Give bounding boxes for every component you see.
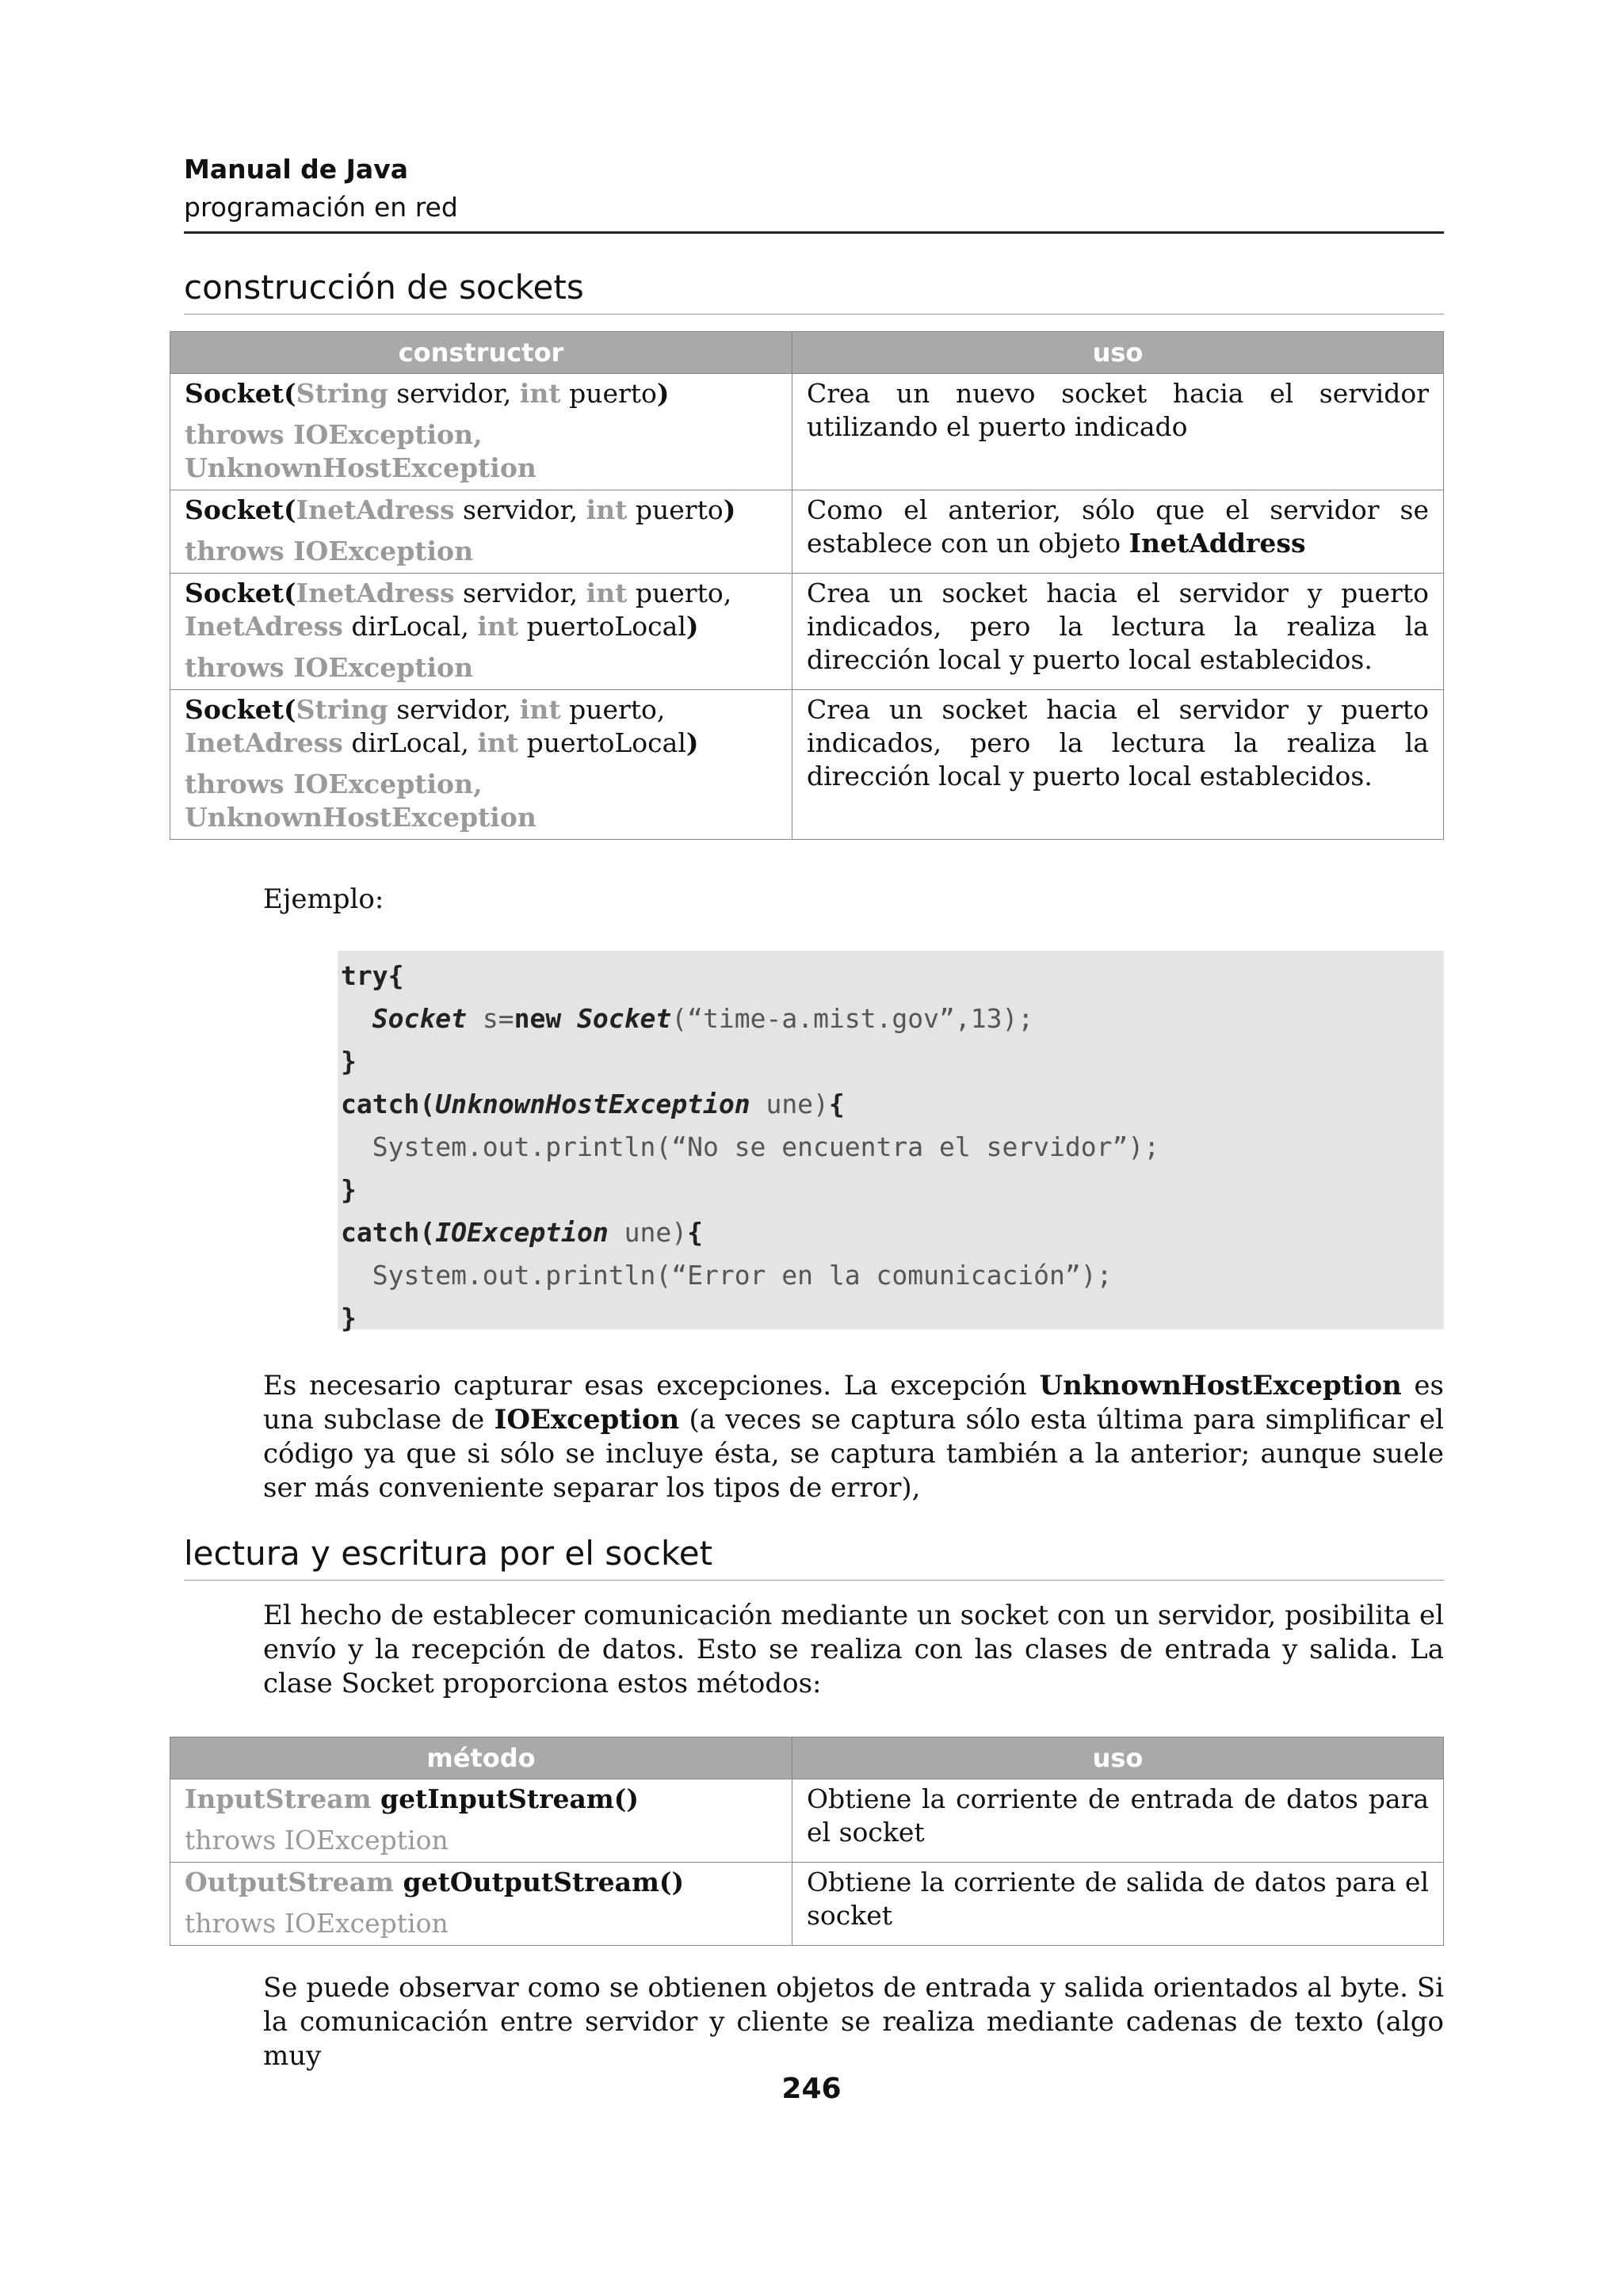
method-row xyxy=(170,1863,1444,1946)
constructor-signature-text: int xyxy=(477,727,519,758)
code-text: } xyxy=(341,1302,357,1333)
method-signature-text: InputStream xyxy=(185,1783,372,1814)
constructor-signature-cell xyxy=(170,374,792,490)
method-description-cell xyxy=(792,1863,1444,1946)
constructor-description-text: Como el anterior, sólo que el servidor se establece con un objeto xyxy=(807,494,1429,559)
code-text xyxy=(561,1003,577,1034)
code-line xyxy=(341,1046,357,1077)
code-line xyxy=(341,1089,845,1120)
code-text: Socket xyxy=(577,1003,672,1034)
method-row xyxy=(170,1779,1444,1863)
constructor-signature-line xyxy=(185,727,777,760)
constructor-signature-text: int xyxy=(477,611,519,642)
method-description-cell xyxy=(792,1779,1444,1863)
constructor-description-cell xyxy=(792,490,1444,574)
code-line xyxy=(341,1003,1033,1035)
code-text: System.out.println(“Error en la comunicación”); xyxy=(341,1260,1113,1291)
constructor-description-text: InetAddress xyxy=(1128,528,1306,559)
method-throws: throws IOException xyxy=(185,1908,449,1939)
constructor-signature-text: dirLocal, xyxy=(342,727,478,758)
constructor-signature-text: puerto, xyxy=(560,694,666,725)
method-signature-text: OutputStream xyxy=(185,1867,395,1897)
page-number: 246 xyxy=(781,2073,842,2105)
code-text: try{ xyxy=(341,960,404,991)
constructor-throws: throws IOException, xyxy=(185,419,483,450)
constructor-signature-cell xyxy=(170,690,792,840)
code-line xyxy=(341,1131,1159,1163)
code-text: new xyxy=(514,1003,562,1034)
constructor-signature-text: Socket( xyxy=(185,694,296,725)
paragraph-text: (a veces se captura sólo esta última para simplificar el código ya que si sólo se incluye ésta, se captura también a la anterior; aunque suele ser más conveniente separar los tipos de error), xyxy=(263,1404,1444,1504)
constructor-signature-text: puertoLocal xyxy=(518,611,686,642)
code-line xyxy=(341,1174,357,1206)
constructor-signature-text: ) xyxy=(685,727,699,758)
page-header xyxy=(184,151,1444,234)
constructor-description-cell xyxy=(792,574,1444,690)
paragraph-text: es una subclase de xyxy=(263,1370,1444,1436)
section-heading-construccion: construcción de sockets xyxy=(184,265,1444,315)
paragraph-text: UnknownHostException xyxy=(1039,1370,1402,1402)
constructor-signature-line xyxy=(185,693,777,727)
constructor-signature-text: ) xyxy=(656,378,670,409)
constructor-signature-text: puerto xyxy=(627,494,724,525)
code-text: s= xyxy=(466,1003,514,1034)
method-description-text: Obtiene la corriente de salida de datos para el socket xyxy=(807,1867,1429,1931)
code-text: UnknownHostException xyxy=(435,1089,750,1119)
constructor-throws: throws IOException xyxy=(185,536,474,566)
code-line xyxy=(341,1302,357,1334)
constructor-signature-text: servidor, xyxy=(388,378,520,409)
code-text xyxy=(341,1003,372,1034)
method-signature-line xyxy=(185,1783,777,1816)
constructor-signature-text: puerto xyxy=(560,378,657,409)
code-text: Socket xyxy=(372,1003,467,1034)
constructor-signature-text: int xyxy=(519,694,561,725)
constructor-row xyxy=(170,490,1444,574)
example-label: Ejemplo: xyxy=(263,883,384,915)
constructor-signature-text: Socket( xyxy=(185,494,296,525)
constructor-signature-text: int xyxy=(586,578,628,608)
constructor-signature-text: String xyxy=(296,378,388,409)
code-text: (“time-a.mist.gov”,13); xyxy=(671,1003,1034,1034)
paragraph-text: IOException xyxy=(494,1404,680,1436)
constructor-signature-line xyxy=(185,494,777,527)
code-line xyxy=(341,1217,703,1249)
method-signature-cell xyxy=(170,1863,792,1946)
method-description-text: Obtiene la corriente de entrada de datos para el socket xyxy=(807,1783,1429,1848)
code-text: { xyxy=(687,1217,703,1248)
paragraph-text: Es necesario capturar esas excepciones. La excepción xyxy=(263,1370,1040,1402)
section-heading-lectura: lectura y escritura por el socket xyxy=(184,1531,1444,1581)
constructor-signature-text: Socket( xyxy=(185,378,296,409)
constructor-signature-line xyxy=(185,377,777,410)
constructor-signature-text: InetAdress xyxy=(185,611,343,642)
code-text: catch( xyxy=(341,1217,436,1248)
constructor-signature-text: dirLocal, xyxy=(342,611,478,642)
method-signature-text: getInputStream() xyxy=(371,1783,640,1814)
constructor-signature-text: ) xyxy=(685,611,699,642)
constructor-throws: UnknownHostException xyxy=(185,452,537,483)
constructor-signature-text: InetAdress xyxy=(296,494,455,525)
header-title: Manual de Java xyxy=(184,154,408,185)
constructors-col-header: constructor xyxy=(170,332,792,374)
constructor-row xyxy=(170,374,1444,490)
method-signature-line xyxy=(185,1866,777,1899)
methods-table xyxy=(170,1737,1444,1946)
constructor-description-text: Crea un nuevo socket hacia el servidor utilizando el puerto indicado xyxy=(807,378,1429,442)
constructor-description-text: Crea un socket hacia el servidor y puerto indicados, pero la lectura la realiza la dirección local y puerto local establecidos. xyxy=(807,694,1429,791)
constructor-throws: throws IOException, xyxy=(185,769,483,799)
constructor-signature-cell xyxy=(170,490,792,574)
constructor-signature-line xyxy=(185,610,777,643)
paragraph-closing: Se puede observar como se obtienen objetos de entrada y salida orientados al byte. Si la comunicación entre servidor y cliente se realiza mediante cadenas de texto (algo muy xyxy=(263,1972,1444,2072)
code-line xyxy=(341,960,403,992)
paragraph-exceptions xyxy=(263,1369,1444,1505)
constructor-signature-cell xyxy=(170,574,792,690)
constructor-signature-text: servidor, xyxy=(454,578,586,608)
code-text: catch( xyxy=(341,1089,436,1119)
constructor-signature-text: InetAdress xyxy=(185,727,343,758)
method-throws: throws IOException xyxy=(185,1825,449,1855)
constructors-table xyxy=(170,331,1444,840)
methods-col-header: método xyxy=(170,1737,792,1779)
constructor-signature-text: ) xyxy=(723,494,736,525)
constructor-row xyxy=(170,574,1444,690)
constructor-throws: UnknownHostException xyxy=(185,802,537,833)
method-signature-text: getOutputStream() xyxy=(394,1867,685,1897)
constructor-description-cell xyxy=(792,690,1444,840)
constructor-signature-text: int xyxy=(519,378,561,409)
constructor-signature-text: puerto, xyxy=(627,578,732,608)
constructor-signature-line xyxy=(185,577,777,610)
constructor-signature-text: InetAdress xyxy=(296,578,455,608)
code-text: IOException xyxy=(435,1217,609,1248)
code-text: une) xyxy=(750,1089,829,1119)
constructor-signature-text: int xyxy=(586,494,628,525)
constructor-description-cell xyxy=(792,374,1444,490)
code-text: } xyxy=(341,1174,357,1205)
constructor-signature-text: Socket( xyxy=(185,578,296,608)
method-signature-cell xyxy=(170,1779,792,1863)
constructors-uso-header: uso xyxy=(792,332,1444,374)
constructor-throws: throws IOException xyxy=(185,652,474,683)
code-text: } xyxy=(341,1046,357,1077)
constructor-signature-text: String xyxy=(296,694,388,725)
constructor-signature-text: puertoLocal xyxy=(518,727,686,758)
paragraph-intro-lectura: El hecho de establecer comunicación mediante un socket con un servidor, posibilita el envío y la recepción de datos. Esto se realiza con las clases de entrada y salida. La clase Socket proporciona estos métodos: xyxy=(263,1600,1444,1699)
methods-uso-header: uso xyxy=(792,1737,1444,1779)
constructor-row xyxy=(170,690,1444,840)
code-text: { xyxy=(828,1089,845,1119)
header-subtitle: programación en red xyxy=(184,192,458,223)
constructor-signature-text: servidor, xyxy=(454,494,586,525)
code-block xyxy=(338,951,1444,1333)
code-line xyxy=(341,1260,1113,1291)
constructor-description-text: Crea un socket hacia el servidor y puerto indicados, pero la lectura la realiza la dirección local y puerto local establecidos. xyxy=(807,578,1429,675)
code-text: System.out.println(“No se encuentra el servidor”); xyxy=(341,1131,1160,1162)
code-text: une) xyxy=(608,1217,688,1248)
constructor-signature-text: servidor, xyxy=(388,694,520,725)
